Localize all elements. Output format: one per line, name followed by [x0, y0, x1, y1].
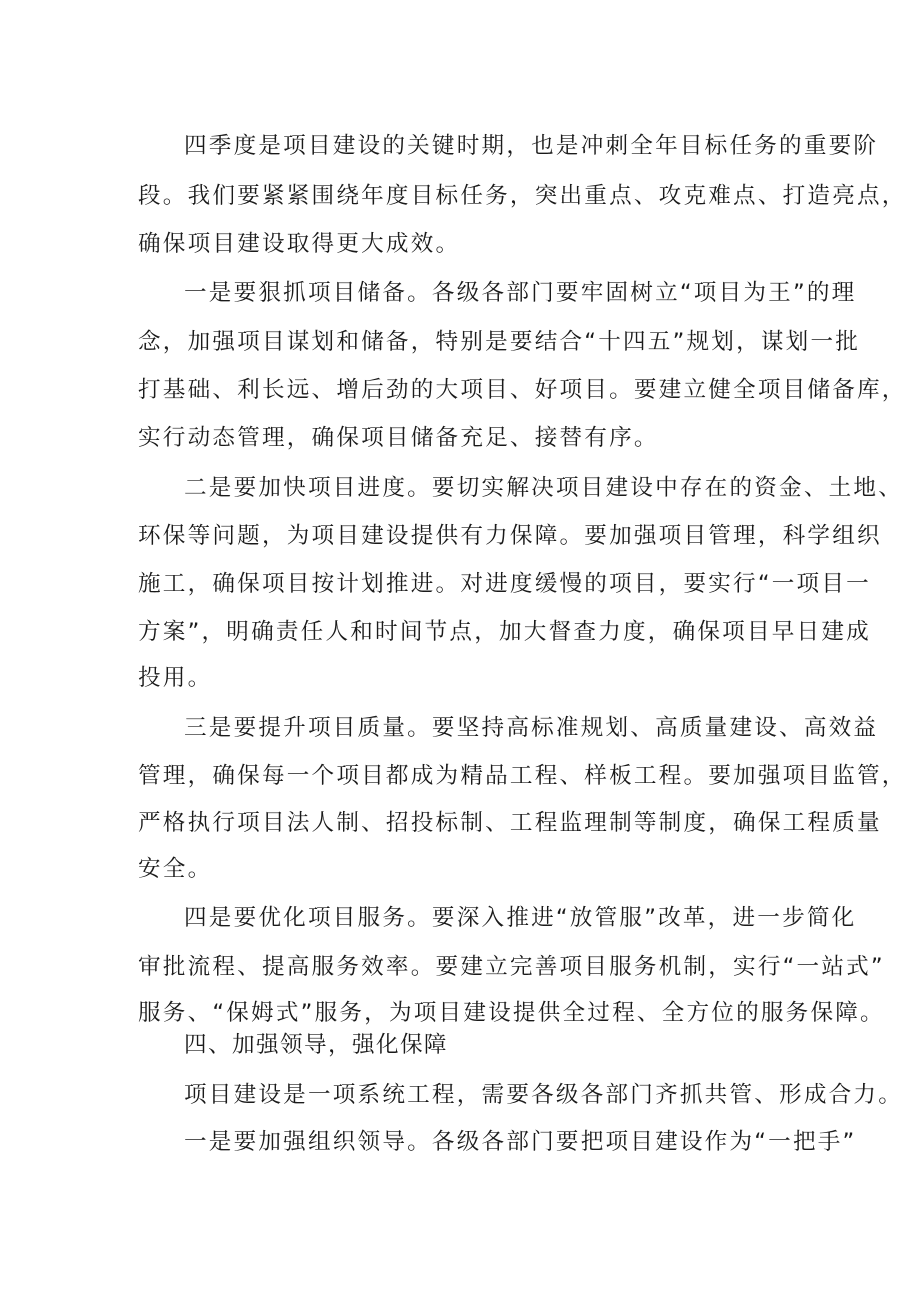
paragraph-4-line-1: 三是要提升项目质量。要坚持高标准规划、高质量建设、高效益: [184, 715, 879, 741]
paragraph-4-line-4: 安全。: [138, 856, 213, 882]
paragraph-3-line-3: 施工，确保项目按计划推进。对进度缓慢的项目，要实行“一项目一: [138, 571, 871, 597]
paragraph-1-line-1: 四季度是项目建设的关键时期，也是冲刺全年目标任务的重要阶: [184, 133, 879, 159]
paragraph-5-line-2: 审批流程、提高服务效率。要建立完善项目服务机制，实行“一站式”: [138, 954, 885, 980]
paragraph-4-line-3: 严格执行项目法人制、招投标制、工程监理制等制度，确保工程质量: [138, 810, 882, 836]
paragraph-3-line-4: 方案”，明确责任人和时间节点，加大督查力度，确保项目早日建成: [138, 619, 871, 645]
paragraph-3-line-1: 二是要加快项目进度。要切实解决项目建设中存在的资金、土地、: [184, 475, 904, 501]
paragraph-1-line-3: 确保项目建设取得更大成效。: [138, 231, 461, 257]
paragraph-2-line-1: 一是要狠抓项目储备。各级各部门要牢固树立“项目为王”的理: [184, 280, 857, 306]
paragraph-2-line-2: 念，加强项目谋划和储备，特别是要结合“十四五”规划，谋划一批: [138, 329, 861, 355]
paragraph-7-line-1: 一是要加强组织领导。各级各部门要把项目建设作为“一把手”: [184, 1129, 857, 1155]
paragraph-5-line-1: 四是要优化项目服务。要深入推进“放管服”改革，进一步简化: [184, 905, 857, 931]
paragraph-3-line-5: 投用。: [138, 665, 213, 691]
paragraph-3-line-2: 环保等问题，为项目建设提供有力保障。要加强项目管理，科学组织: [138, 523, 882, 549]
section-heading: 四、加强领导，强化保障: [184, 1032, 448, 1058]
paragraph-2-line-4: 实行动态管理，确保项目储备充足、接替有序。: [138, 425, 659, 451]
paragraph-5-line-3: 服务、“保姆式”服务，为项目建设提供全过程、全方位的服务保障。: [138, 1000, 885, 1026]
paragraph-2-line-3: 打基础、利长远、增后劲的大项目、好项目。要建立健全项目储备库，: [138, 377, 907, 403]
paragraph-6-line-1: 项目建设是一项系统工程，需要各级各部门齐抓共管、形成合力。: [184, 1082, 904, 1108]
paragraph-1-line-2: 段。我们要紧紧围绕年度目标任务，突出重点、攻克难点、打造亮点，: [138, 183, 907, 209]
paragraph-4-line-2: 管理，确保每一个项目都成为精品工程、样板工程。要加强项目监管，: [138, 763, 907, 789]
